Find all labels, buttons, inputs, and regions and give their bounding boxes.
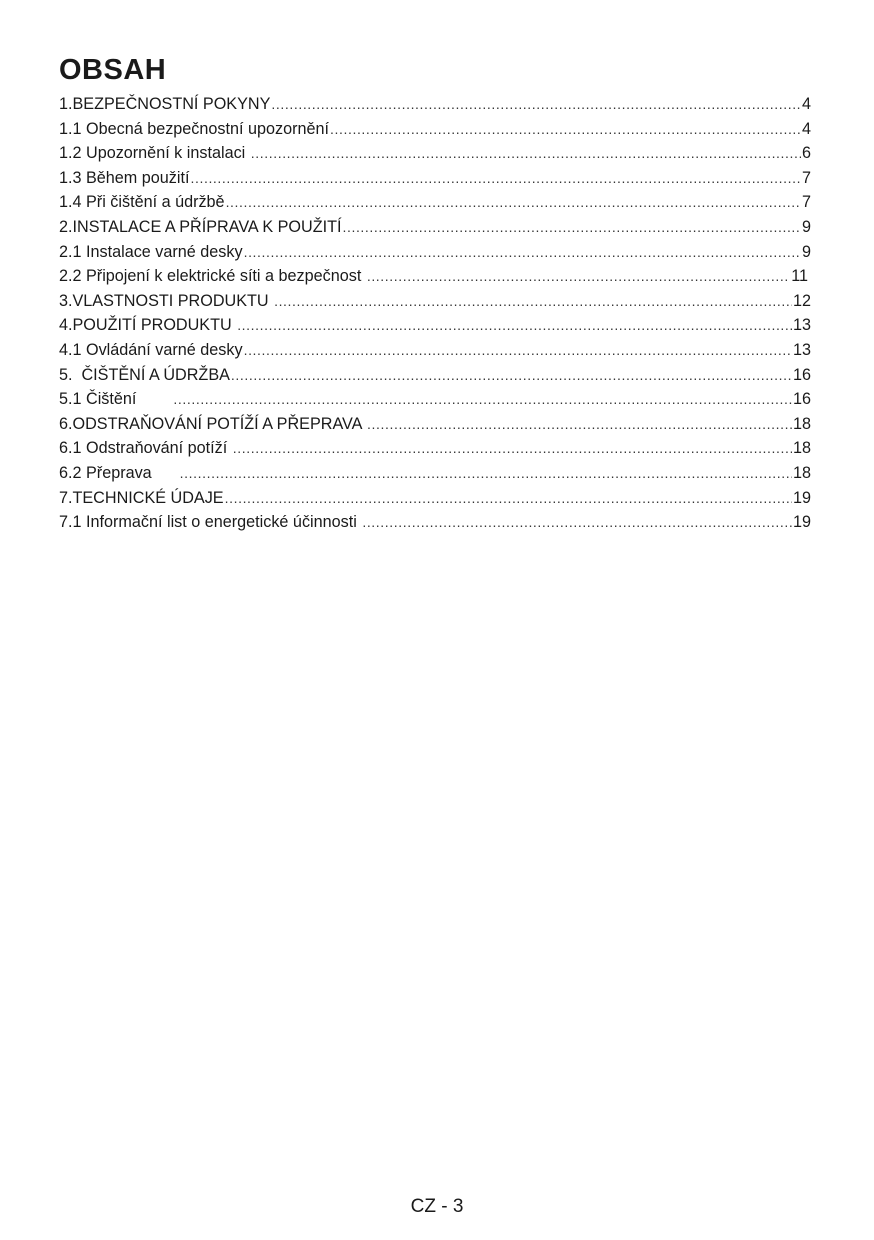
dot-leader [330, 117, 801, 142]
dot-leader [225, 486, 792, 511]
page-title: OBSAH [59, 54, 167, 86]
toc-entry[interactable] [59, 190, 811, 215]
toc-entry-page: 19 [792, 488, 811, 507]
toc-entry-label: 4.POUŽITÍ PRODUKTU [59, 316, 237, 335]
dot-leader [231, 363, 792, 388]
toc-entry-label: 2.1 Instalace varné desky [59, 242, 243, 261]
toc-entry-page: 4 [801, 95, 811, 113]
toc-entry-label: 5.1 Čištění [59, 390, 173, 409]
dot-leader [367, 412, 792, 437]
dot-leader [237, 313, 792, 338]
toc-entry-page: 4 [801, 119, 811, 138]
toc-entry-label: 6.ODSTRAŇOVÁNÍ POTÍŽÍ A PŘEPRAVA [59, 414, 367, 433]
toc-entry[interactable] [59, 313, 811, 338]
toc-entry[interactable] [59, 387, 811, 412]
dot-leader [342, 215, 801, 240]
dot-leader [244, 240, 801, 265]
dot-leader [362, 510, 792, 535]
dot-leader [251, 141, 801, 166]
dot-leader [244, 338, 792, 363]
toc-entry[interactable] [59, 363, 811, 388]
table-of-contents [59, 92, 811, 535]
toc-entry[interactable] [59, 412, 811, 437]
toc-entry[interactable] [59, 461, 811, 486]
page-footer: CZ - 3 [410, 1196, 464, 1217]
toc-entry-page: 13 [792, 340, 811, 359]
toc-entry[interactable] [59, 215, 811, 240]
toc-entry-label: 6.1 Odstraňování potíží [59, 439, 232, 458]
toc-entry-label: 4.1 Ovládání varné desky [59, 340, 243, 359]
toc-entry-page: 9 [801, 217, 811, 236]
toc-entry-label: 1.4 Při čištění a údržbě [59, 193, 225, 212]
dot-leader [226, 190, 801, 215]
dot-leader [233, 436, 792, 461]
toc-entry-label: 6.2 Přeprava [59, 463, 179, 482]
toc-entry-label: 1.3 Během použití [59, 168, 190, 187]
toc-entry-page: 16 [792, 365, 811, 384]
toc-entry-page: 18 [792, 414, 811, 433]
toc-entry-label: 5. ČIŠTĚNÍ A ÚDRŽBA [59, 365, 230, 384]
toc-entry-label: 2.INSTALACE A PŘÍPRAVA K POUŽITÍ [59, 217, 342, 236]
toc-entry[interactable] [59, 240, 811, 265]
toc-entry[interactable] [59, 486, 811, 511]
toc-entry-label: 7.TECHNICKÉ ÚDAJE [59, 488, 224, 507]
toc-entry[interactable] [59, 289, 811, 314]
toc-entry-page: 11 [791, 267, 808, 286]
toc-entry-label: 3.VLASTNOSTI PRODUKTU [59, 291, 274, 310]
toc-entry-label: 2.2 Připojení k elektrické síti a bezpečnost [59, 267, 366, 286]
toc-entry[interactable] [59, 436, 811, 461]
toc-entry[interactable] [59, 264, 811, 289]
dot-leader [180, 461, 792, 486]
toc-entry-label: 1.1 Obecná bezpečnostní upozornění [59, 119, 329, 138]
toc-entry-page: 19 [792, 513, 811, 532]
dot-leader [190, 166, 801, 191]
toc-entry[interactable] [59, 141, 811, 166]
dot-leader [274, 289, 792, 314]
toc-entry[interactable] [59, 510, 811, 535]
toc-entry-page: 6 [801, 144, 811, 163]
toc-entry[interactable] [59, 117, 811, 142]
dot-leader [173, 387, 792, 412]
toc-entry[interactable] [59, 166, 811, 191]
dot-leader [367, 264, 790, 289]
toc-entry-label: 7.1 Informační list o energetické účinnosti [59, 513, 362, 532]
toc-entry-page: 13 [792, 316, 811, 335]
toc-entry-page: 18 [792, 463, 811, 482]
toc-entry-label: 1.BEZPEČNOSTNÍ POKYNY [59, 95, 271, 113]
toc-entry-page: 9 [801, 242, 811, 261]
toc-entry-page: 7 [801, 168, 811, 187]
toc-entry-page: 18 [792, 439, 811, 458]
toc-entry[interactable] [59, 92, 811, 117]
toc-entry-page: 12 [792, 291, 811, 310]
dot-leader [271, 92, 801, 117]
toc-entry-label: 1.2 Upozornění k instalaci [59, 144, 250, 163]
toc-entry-page: 16 [792, 390, 811, 409]
toc-entry-page: 7 [801, 193, 811, 212]
toc-entry[interactable] [59, 338, 811, 363]
